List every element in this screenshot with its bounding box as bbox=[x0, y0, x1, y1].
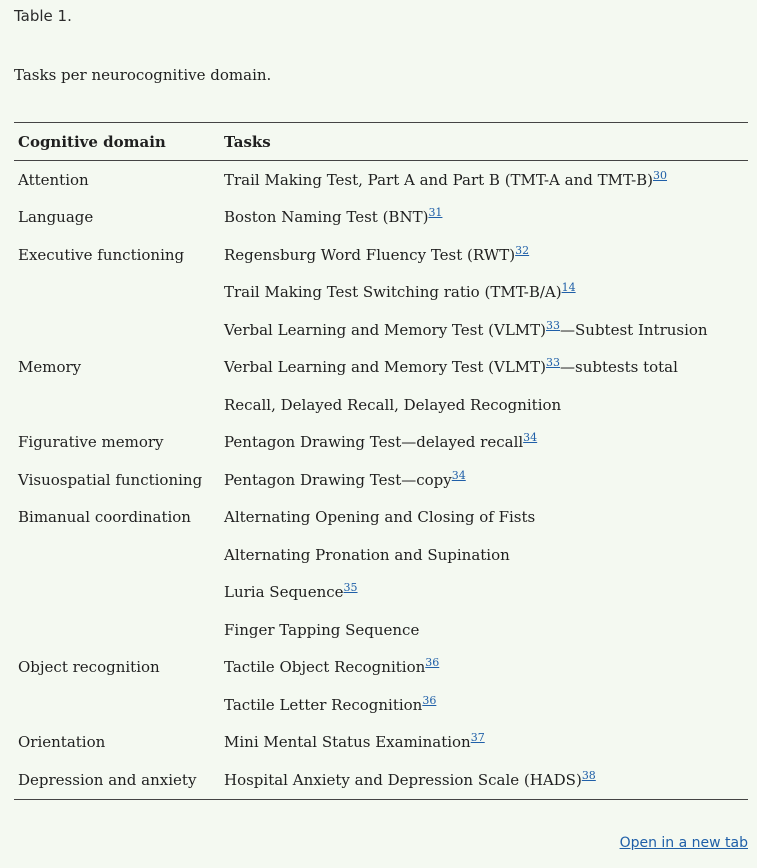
reference-link[interactable]: 38 bbox=[581, 768, 596, 782]
table-row bbox=[14, 761, 748, 799]
task-name: Regensburg Word Fluency Test (RWT) bbox=[224, 245, 516, 264]
reference-link[interactable]: 34 bbox=[523, 431, 538, 445]
reference-link[interactable]: 37 bbox=[470, 731, 485, 745]
reference-link[interactable]: 32 bbox=[515, 243, 530, 257]
task-name: Verbal Learning and Memory Test (VLMT) bbox=[224, 358, 547, 377]
table-row bbox=[14, 574, 748, 612]
task-cell bbox=[220, 274, 748, 312]
reference-link[interactable]: 35 bbox=[343, 581, 358, 595]
task-name: Recall, Delayed Recall, Delayed Recognition bbox=[224, 395, 562, 414]
domain-cell: Language bbox=[18, 208, 94, 227]
table-row bbox=[14, 611, 748, 649]
table-row bbox=[14, 649, 748, 687]
table-row bbox=[14, 499, 748, 537]
header-tasks: Tasks bbox=[224, 132, 271, 151]
domain-cell: Orientation bbox=[18, 733, 106, 752]
reference-link[interactable]: 36 bbox=[422, 693, 437, 707]
reference-link[interactable]: 14 bbox=[561, 281, 576, 295]
table-row bbox=[14, 686, 748, 724]
table-row bbox=[14, 461, 748, 499]
domain-cell: Executive functioning bbox=[18, 245, 185, 264]
task-cell bbox=[220, 349, 748, 387]
task-name: Alternating Pronation and Supination bbox=[224, 545, 510, 564]
task-name: Tactile Letter Recognition bbox=[224, 695, 423, 714]
domain-cell: Figurative memory bbox=[18, 433, 164, 452]
domain-cell: Object recognition bbox=[18, 658, 160, 677]
reference-link[interactable]: 34 bbox=[451, 468, 466, 482]
task-cell bbox=[220, 161, 748, 199]
header-cognitive-domain: Cognitive domain bbox=[18, 132, 166, 151]
table-row bbox=[14, 236, 748, 274]
domain-cell bbox=[14, 574, 220, 612]
reference-link[interactable]: 30 bbox=[653, 168, 668, 182]
task-name: Trail Making Test, Part A and Part B (TMT-A and TMT-B) bbox=[224, 170, 654, 189]
reference-link[interactable]: 31 bbox=[428, 206, 443, 220]
domain-cell: Memory bbox=[18, 358, 82, 377]
task-cell bbox=[220, 461, 748, 499]
domain-cell: Visuospatial functioning bbox=[18, 470, 203, 489]
task-cell bbox=[220, 536, 748, 574]
domain-cell: Depression and anxiety bbox=[18, 770, 197, 789]
task-cell bbox=[220, 724, 748, 762]
task-cell bbox=[220, 236, 748, 274]
task-name: Pentagon Drawing Test—delayed recall bbox=[224, 433, 524, 452]
table-row bbox=[14, 161, 748, 199]
task-cell bbox=[220, 611, 748, 649]
table-row bbox=[14, 724, 748, 762]
task-name: Tactile Object Recognition bbox=[224, 658, 426, 677]
task-suffix: —subtests total bbox=[560, 358, 678, 377]
task-cell bbox=[220, 386, 748, 424]
reference-link[interactable]: 36 bbox=[425, 656, 440, 670]
open-in-new-tab-link[interactable]: Open in a new tab bbox=[619, 835, 748, 851]
task-name: Mini Mental Status Examination bbox=[224, 733, 471, 752]
domain-cell: Attention bbox=[18, 170, 89, 189]
table-row bbox=[14, 536, 748, 574]
task-suffix: —Subtest Intrusion bbox=[560, 320, 708, 339]
task-cell bbox=[220, 311, 748, 349]
task-name: Boston Naming Test (BNT) bbox=[224, 208, 429, 227]
table-header-row bbox=[14, 123, 748, 161]
reference-link[interactable]: 33 bbox=[546, 356, 561, 370]
task-cell bbox=[220, 424, 748, 462]
task-cell bbox=[220, 499, 748, 537]
domain-cell bbox=[14, 274, 220, 312]
task-cell bbox=[220, 649, 748, 687]
table-row bbox=[14, 311, 748, 349]
table-row bbox=[14, 386, 748, 424]
task-name: Verbal Learning and Memory Test (VLMT) bbox=[224, 320, 547, 339]
task-cell bbox=[220, 199, 748, 237]
domain-cell bbox=[14, 686, 220, 724]
task-name: Pentagon Drawing Test—copy bbox=[224, 470, 452, 489]
task-cell bbox=[220, 686, 748, 724]
table-label: Table 1. bbox=[14, 7, 72, 25]
reference-link[interactable]: 33 bbox=[546, 318, 561, 332]
domain-cell: Bimanual coordination bbox=[18, 508, 191, 527]
table-row bbox=[14, 274, 748, 312]
domain-cell bbox=[14, 311, 220, 349]
table-caption: Tasks per neurocognitive domain. bbox=[14, 66, 272, 84]
tasks-table bbox=[14, 122, 748, 800]
table-body bbox=[14, 161, 748, 800]
task-name: Alternating Opening and Closing of Fists bbox=[224, 508, 536, 527]
domain-cell bbox=[14, 386, 220, 424]
domain-cell bbox=[14, 536, 220, 574]
domain-cell bbox=[14, 611, 220, 649]
table-row bbox=[14, 199, 748, 237]
task-name: Trail Making Test Switching ratio (TMT-B/A) bbox=[224, 283, 562, 302]
task-cell bbox=[220, 761, 748, 799]
task-name: Hospital Anxiety and Depression Scale (HADS) bbox=[224, 770, 582, 789]
table-row bbox=[14, 349, 748, 387]
task-cell bbox=[220, 574, 748, 612]
task-name: Luria Sequence bbox=[224, 583, 344, 602]
table-row bbox=[14, 424, 748, 462]
task-name: Finger Tapping Sequence bbox=[224, 620, 420, 639]
